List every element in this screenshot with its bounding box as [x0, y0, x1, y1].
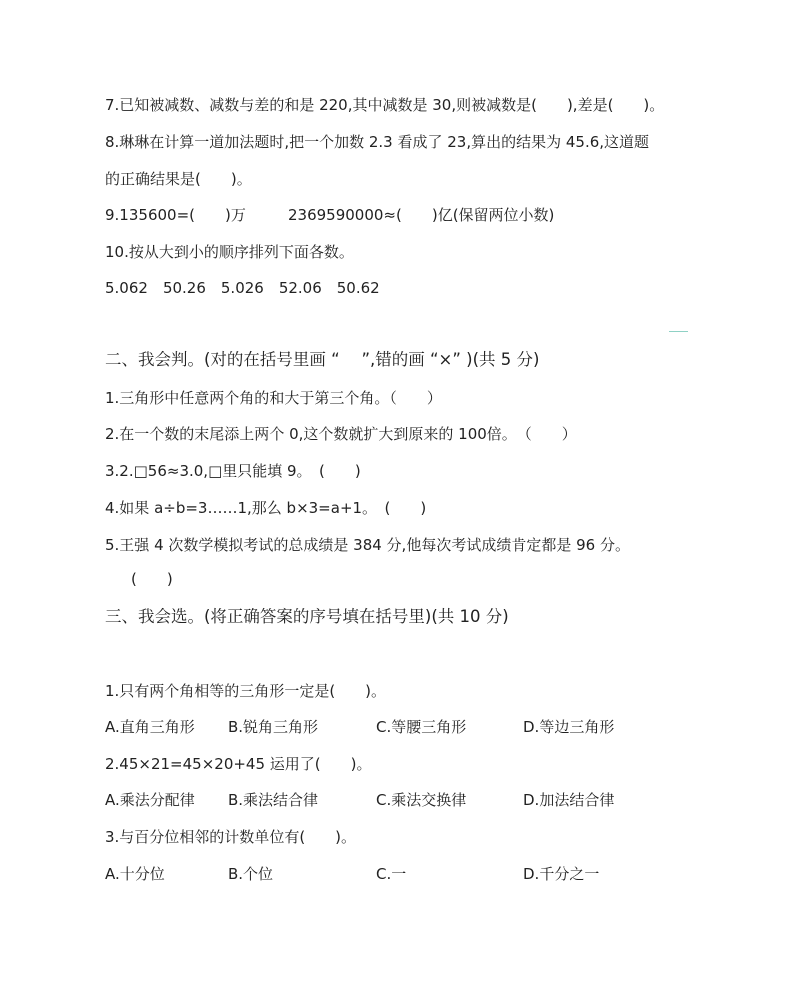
decorative-dash: [669, 331, 688, 332]
choice-question-1: 1.只有两个角相等的三角形一定是( )。: [105, 682, 387, 700]
choice-3-option-d: D.千分之一: [523, 865, 600, 883]
section-2-heading: 二、我会判。(对的在括号里画 “ ”,错的画 “×” )(共 5 分): [105, 350, 540, 369]
judge-item-1: 1.三角形中任意两个角的和大于第三个角。（ ）: [105, 389, 442, 407]
choice-1-option-b: B.锐角三角形: [228, 718, 319, 736]
choice-2-option-b: B.乘法结合律: [228, 791, 319, 809]
question-9-part-b: 2369590000≈( )亿(保留两位小数): [288, 206, 555, 224]
choice-1-option-d: D.等边三角形: [523, 718, 615, 736]
choice-3-option-a: A.十分位: [105, 865, 165, 883]
choice-2-option-a: A.乘法分配律: [105, 791, 195, 809]
judge-item-5-bracket: ( ): [131, 570, 173, 588]
choice-1-option-c: C.等腰三角形: [376, 718, 467, 736]
question-9-part-a: 9.135600=( )万: [105, 206, 246, 224]
question-7: 7.已知被减数、减数与差的和是 220,其中减数是 30,则被减数是( ),差是( )。: [105, 96, 665, 114]
judge-item-2: 2.在一个数的末尾添上两个 0,这个数就扩大到原来的 100倍。 （ ）: [105, 425, 577, 443]
question-10-numbers: 5.062 50.26 5.026 52.06 50.62: [105, 279, 380, 297]
section-3-heading: 三、我会选。(将正确答案的序号填在括号里)(共 10 分): [105, 607, 509, 626]
choice-3-option-b: B.个位: [228, 865, 274, 883]
choice-question-2: 2.45×21=45×20+45 运用了( )。: [105, 755, 372, 773]
choice-3-option-c: C.一: [376, 865, 407, 883]
choice-2-option-d: D.加法结合律: [523, 791, 615, 809]
judge-item-4: 4.如果 a÷b=3……1,那么 b×3=a+1。 ( ): [105, 499, 427, 517]
judge-item-5: 5.王强 4 次数学模拟考试的总成绩是 384 分,他每次考试成绩肯定都是 96 分。: [105, 536, 630, 554]
question-10: 10.按从大到小的顺序排列下面各数。: [105, 243, 354, 261]
choice-2-option-c: C.乘法交换律: [376, 791, 467, 809]
question-8-line-1: 8.琳琳在计算一道加法题时,把一个加数 2.3 看成了 23,算出的结果为 45.6,这道题: [105, 133, 650, 151]
question-8-line-2: 的正确结果是( )。: [105, 170, 252, 188]
choice-1-option-a: A.直角三角形: [105, 718, 195, 736]
choice-question-3: 3.与百分位相邻的计数单位有( )。: [105, 828, 357, 846]
judge-item-3: 3.2.□56≈3.0,□里只能填 9。 ( ): [105, 462, 361, 480]
